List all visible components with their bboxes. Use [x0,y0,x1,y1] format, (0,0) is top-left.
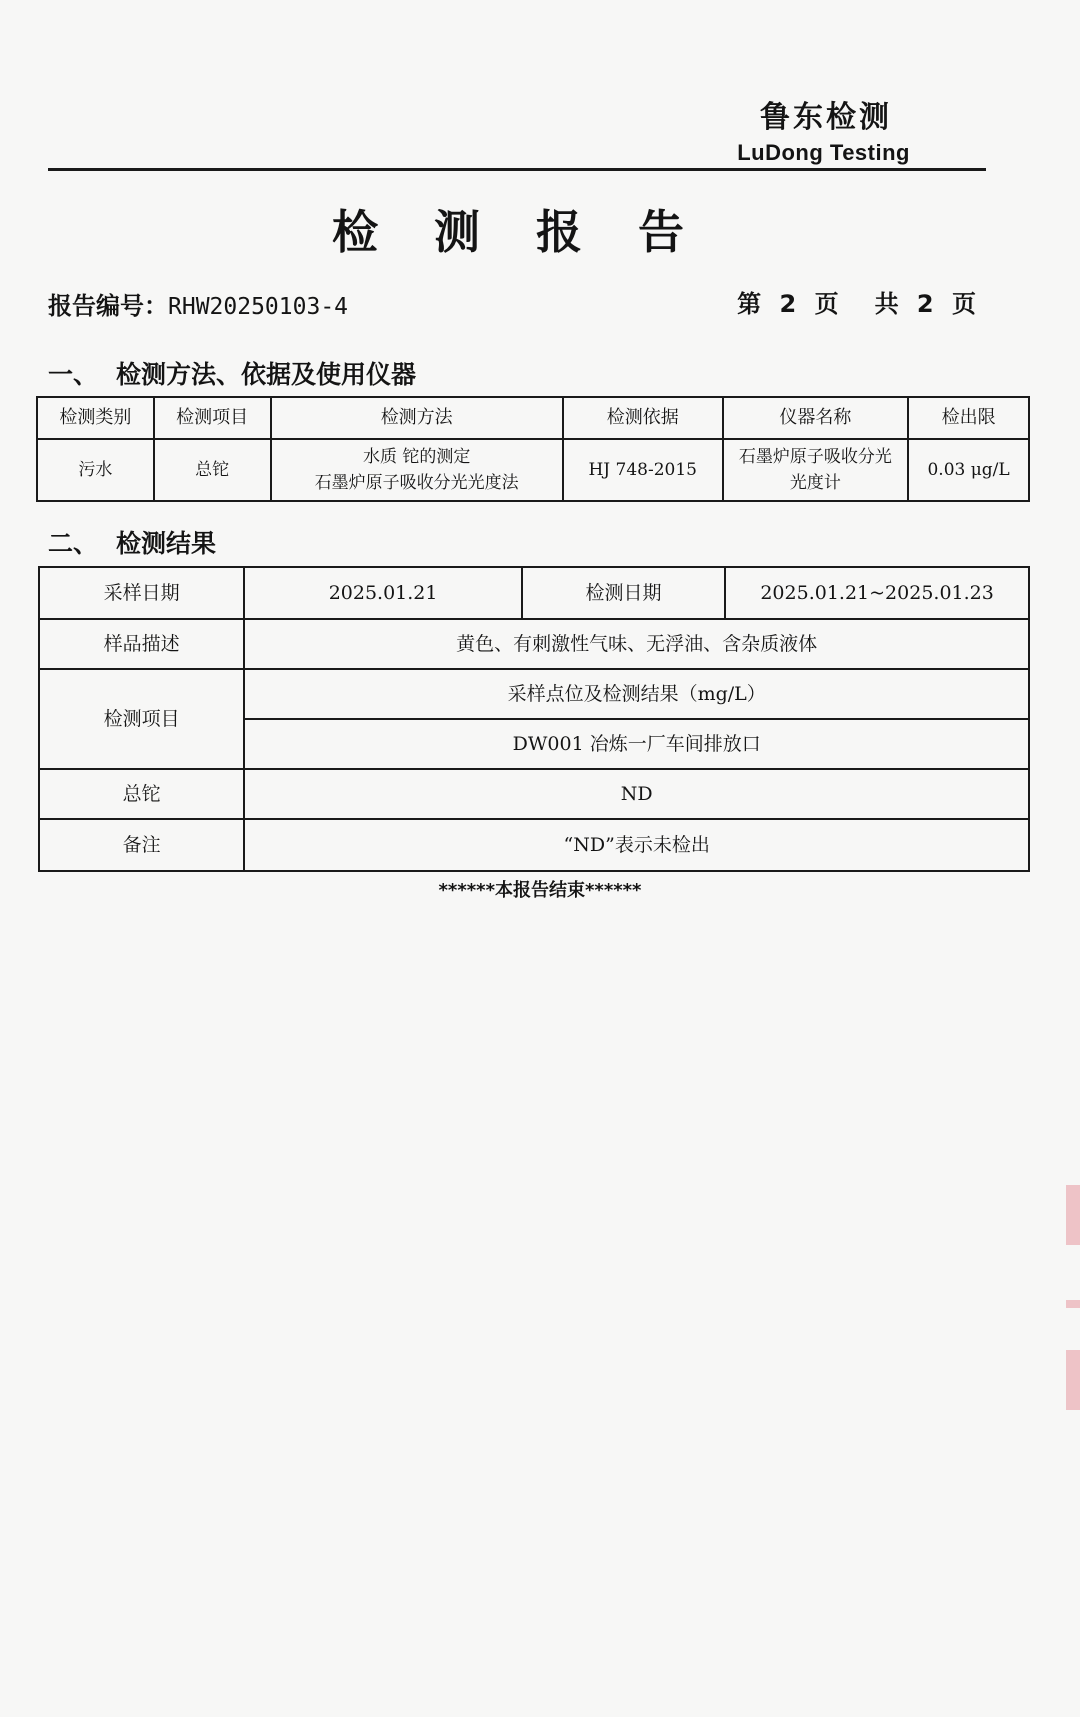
stamp-fragment [1066,1350,1080,1410]
stamp-fragment [1066,1185,1080,1245]
section2-number: 二、 [48,529,99,558]
test-item-label: 检测项目 [39,669,244,769]
table-row [39,567,1029,619]
col-header: 检测项目 [154,397,271,439]
table-row [39,819,1029,871]
cell-instrument [723,439,909,501]
page-total: 共 2 页 [874,290,976,318]
report-end-note: ******本报告结束****** [438,880,642,901]
sampling-point: DW001 冶炼一厂车间排放口 [244,719,1029,769]
remark-value: “ND”表示未检出 [244,819,1029,871]
sampling-date-value: 2025.01.21 [244,567,521,619]
page-current: 第 2 页 [737,290,839,318]
cell-category: 污水 [37,439,154,501]
section1-title: 检测方法、依据及使用仪器 [116,360,417,389]
result-header: 采样点位及检测结果（mg/L） [244,669,1029,719]
report-number-value: RHW20250103-4 [168,294,349,320]
logo-chinese: 鲁东检测 [760,100,892,135]
table-row [39,669,1029,719]
table-row [39,619,1029,669]
col-header: 检测类别 [37,397,154,439]
test-date-value: 2025.01.21~2025.01.23 [725,567,1029,619]
method-table-header [37,397,1029,439]
result-value: ND [244,769,1029,819]
remark-label: 备注 [39,819,244,871]
cell-method [271,439,563,501]
col-header: 检出限 [908,397,1029,439]
cell-limit: 0.03 μg/L [908,439,1029,501]
section2-title: 检测结果 [116,529,217,558]
sampling-date-label: 采样日期 [39,567,244,619]
col-header: 检测依据 [563,397,723,439]
document-title: 检 测 报 告 [331,205,705,259]
report-number [48,286,348,321]
col-header: 仪器名称 [723,397,909,439]
result-table [38,566,1030,872]
page-info [737,284,976,319]
logo-english: LuDong Testing [737,140,910,165]
sample-desc-label: 样品描述 [39,619,244,669]
method-table [36,396,1030,502]
result-item: 总铊 [39,769,244,819]
report-number-label: 报告编号： [48,292,168,320]
section1-number: 一、 [48,360,99,389]
header-divider [48,168,986,171]
method-line1: 水质 铊的测定 [362,447,471,467]
section1-heading [48,355,416,391]
section2-heading [48,524,216,560]
cell-basis: HJ 748-2015 [563,439,723,501]
instrument-line2: 光度计 [789,473,841,493]
col-header: 检测方法 [271,397,563,439]
table-row [37,439,1029,501]
stamp-fragment [1066,1300,1080,1308]
table-row [39,769,1029,819]
cell-item: 总铊 [154,439,271,501]
test-date-label: 检测日期 [522,567,725,619]
method-line2: 石墨炉原子吸收分光光度法 [314,473,519,493]
instrument-line1: 石墨炉原子吸收分光 [738,447,892,467]
sample-desc-value: 黄色、有刺激性气味、无浮油、含杂质液体 [244,619,1029,669]
